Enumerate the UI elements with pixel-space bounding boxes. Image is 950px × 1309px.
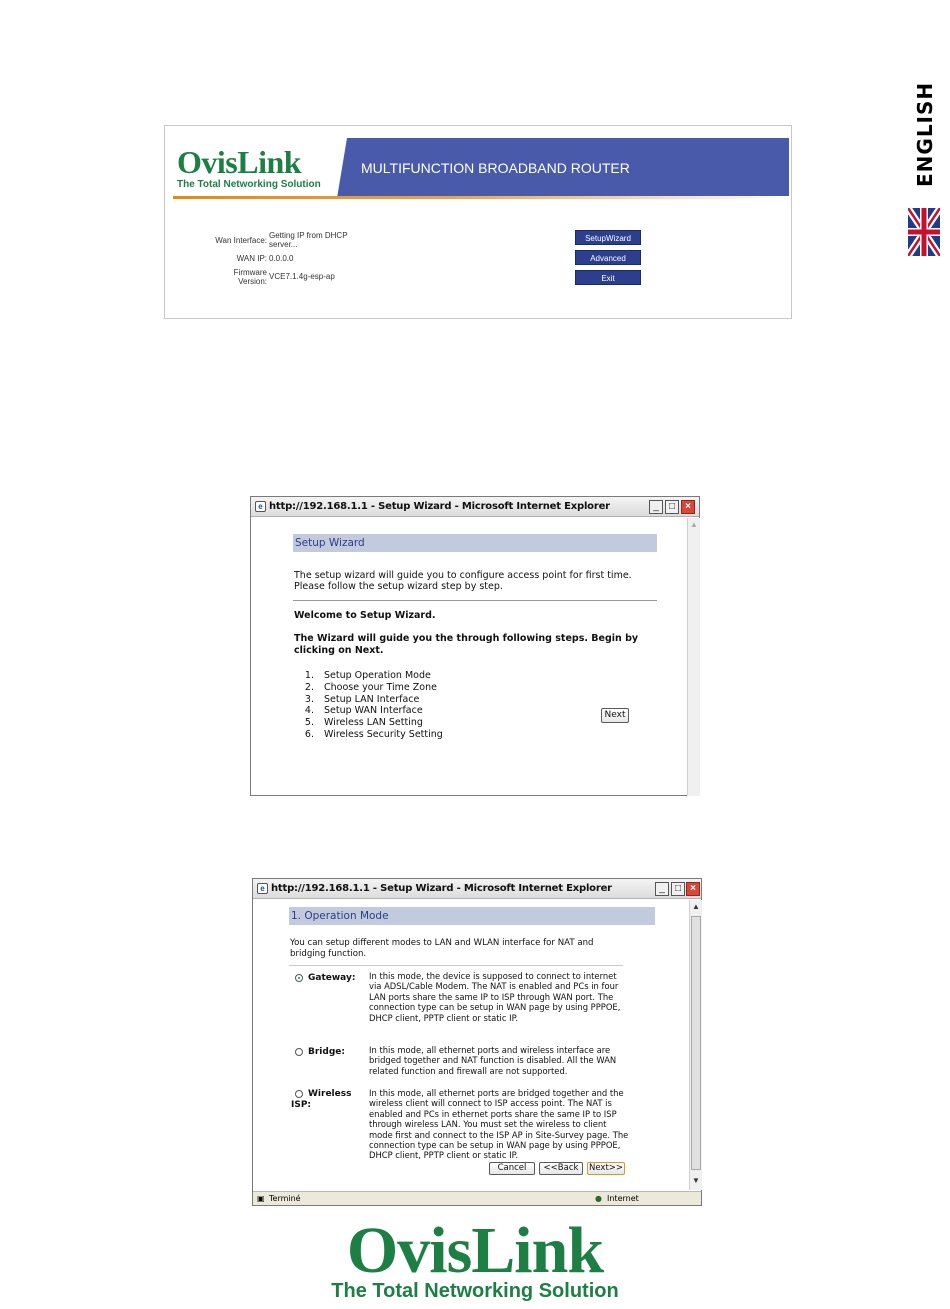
next-button[interactable]: Next <box>601 708 629 723</box>
uk-flag-icon <box>908 208 940 256</box>
status-bar <box>253 1191 701 1205</box>
list-item: 3. Setup LAN Interface <box>304 693 420 705</box>
logo-wordmark: OvisLink <box>177 144 302 180</box>
scroll-down-icon[interactable]: ▼ <box>692 1176 700 1185</box>
guide-line1: The Wizard will guide you the through following steps. Begin by <box>294 633 639 644</box>
wireless-isp-description: In this mode, all ethernet ports are bridged together and the wireless client will connect to ISP access point. The NAT is enabled and PCs in ethernet ports share the same IP to ISP through wireless LAN. You must set the wireless to client mode first and connect to the ISP AP in Site-Survey page. The connection type can be setup in WAN page by using PPPOE, DHCP client, PPTP client or static IP. <box>369 1088 629 1161</box>
section-header: 1. Operation Mode <box>289 907 655 925</box>
ie-window-setup-wizard <box>250 496 700 796</box>
wan-interface-label: Wan Interface: <box>215 236 267 245</box>
wan-interface-value-line1: Getting IP from DHCP <box>269 231 348 240</box>
window-title: http://192.168.1.1 - Setup Wizard - Microsoft Internet Explorer <box>271 883 612 894</box>
guide-line2: clicking on Next. <box>294 645 384 656</box>
ie-page-icon: e <box>257 883 268 894</box>
bridge-label: Bridge: <box>308 1047 345 1057</box>
language-label: ENGLISH <box>913 81 937 187</box>
page-done-icon: ▣ <box>257 1194 265 1203</box>
scrollbar[interactable] <box>687 518 700 796</box>
internet-zone-icon: ● <box>595 1194 602 1203</box>
list-item: 5. Wireless LAN Setting <box>304 717 423 729</box>
wireless-isp-label-line1: Wireless <box>308 1089 352 1099</box>
list-item: 6. Wireless Security Setting <box>304 728 443 740</box>
next-button[interactable]: Next>> <box>588 1163 624 1173</box>
list-item: 1. Setup Operation Mode <box>304 670 431 681</box>
gateway-label: Gateway: <box>308 973 356 983</box>
steps-list <box>296 670 443 741</box>
back-button[interactable]: <<Back <box>539 1162 583 1175</box>
header-accent-line <box>173 196 789 199</box>
minimize-icon[interactable]: _ <box>649 500 663 514</box>
scroll-thumb[interactable] <box>691 916 701 1170</box>
wireless-isp-label-line2: ISP: <box>291 1100 312 1110</box>
wan-ip-label: WAN IP: <box>236 254 267 263</box>
logo-tagline: The Total Networking Solution <box>177 179 321 190</box>
window-titlebar <box>251 497 699 517</box>
setup-wizard-button[interactable]: SetupWizard <box>575 230 641 245</box>
firmware-value: VCE7.1.4g-esp-ap <box>269 272 335 281</box>
wan-interface-value-line2: server... <box>269 240 298 249</box>
scroll-up-icon[interactable]: ▲ <box>692 902 700 911</box>
maximize-icon[interactable]: □ <box>671 882 685 896</box>
section-header: Setup Wizard <box>293 534 657 552</box>
firmware-label-line2: Version: <box>238 277 267 286</box>
window-title: http://192.168.1.1 - Setup Wizard - Microsoft Internet Explorer <box>269 501 610 512</box>
router-title: MULTIFUNCTION BROADBAND ROUTER <box>361 160 630 176</box>
router-logo <box>177 146 337 191</box>
intro-line1: You can setup different modes to LAN and WLAN interface for NAT and <box>290 938 594 948</box>
divider <box>293 600 657 601</box>
wan-ip-value: 0.0.0.0 <box>269 254 294 263</box>
gateway-radio[interactable] <box>295 974 303 982</box>
list-item: 2. Choose your Time Zone <box>304 681 437 693</box>
ie-page-icon: e <box>255 501 266 512</box>
exit-button[interactable]: Exit <box>575 270 641 285</box>
divider <box>289 965 623 966</box>
ie-window-operation-mode <box>252 878 702 1206</box>
intro-line1: The setup wizard will guide you to configure access point for first time. <box>294 570 632 581</box>
intro-line2: bridging function. <box>290 949 367 959</box>
advanced-button[interactable]: Advanced <box>575 250 641 265</box>
list-item: 4. Setup WAN Interface <box>304 705 423 717</box>
router-status-panel <box>164 125 792 319</box>
status-text: Terminé <box>269 1194 301 1203</box>
zone-text: Internet <box>607 1194 639 1203</box>
scrollbar[interactable] <box>689 900 702 1190</box>
minimize-icon[interactable]: _ <box>655 882 669 896</box>
maximize-icon[interactable]: □ <box>665 500 679 514</box>
scroll-up-icon[interactable]: ▲ <box>690 520 698 529</box>
cancel-button[interactable]: Cancel <box>489 1162 535 1175</box>
bridge-description: In this mode, all ethernet ports and wireless interface are bridged together and NAT function is disabled. All the WAN related function and firewall are not supported. <box>369 1045 617 1076</box>
gateway-description: In this mode, the device is supposed to connect to internet via ADSL/Cable Modem. The NAT is enabled and PCs in four LAN ports share the same IP to ISP through WAN port. The connection type can be setup in WAN page by using PPPOE, DHCP client, PPTP client or static IP. <box>369 971 621 1023</box>
close-icon[interactable]: × <box>681 500 695 514</box>
router-header-bar <box>337 138 789 198</box>
bridge-radio[interactable] <box>295 1048 303 1056</box>
welcome-heading: Welcome to Setup Wizard. <box>294 610 436 621</box>
intro-line2: Please follow the setup wizard step by step. <box>294 581 503 592</box>
window-titlebar <box>253 879 701 899</box>
logo-wordmark: OvisLink <box>346 1214 604 1287</box>
logo-tagline: The Total Networking Solution <box>331 1280 619 1302</box>
wireless-isp-radio[interactable] <box>295 1090 303 1098</box>
close-icon[interactable]: × <box>686 882 700 896</box>
firmware-label-line1: Firmware <box>233 268 267 277</box>
bottom-logo <box>300 1214 650 1302</box>
